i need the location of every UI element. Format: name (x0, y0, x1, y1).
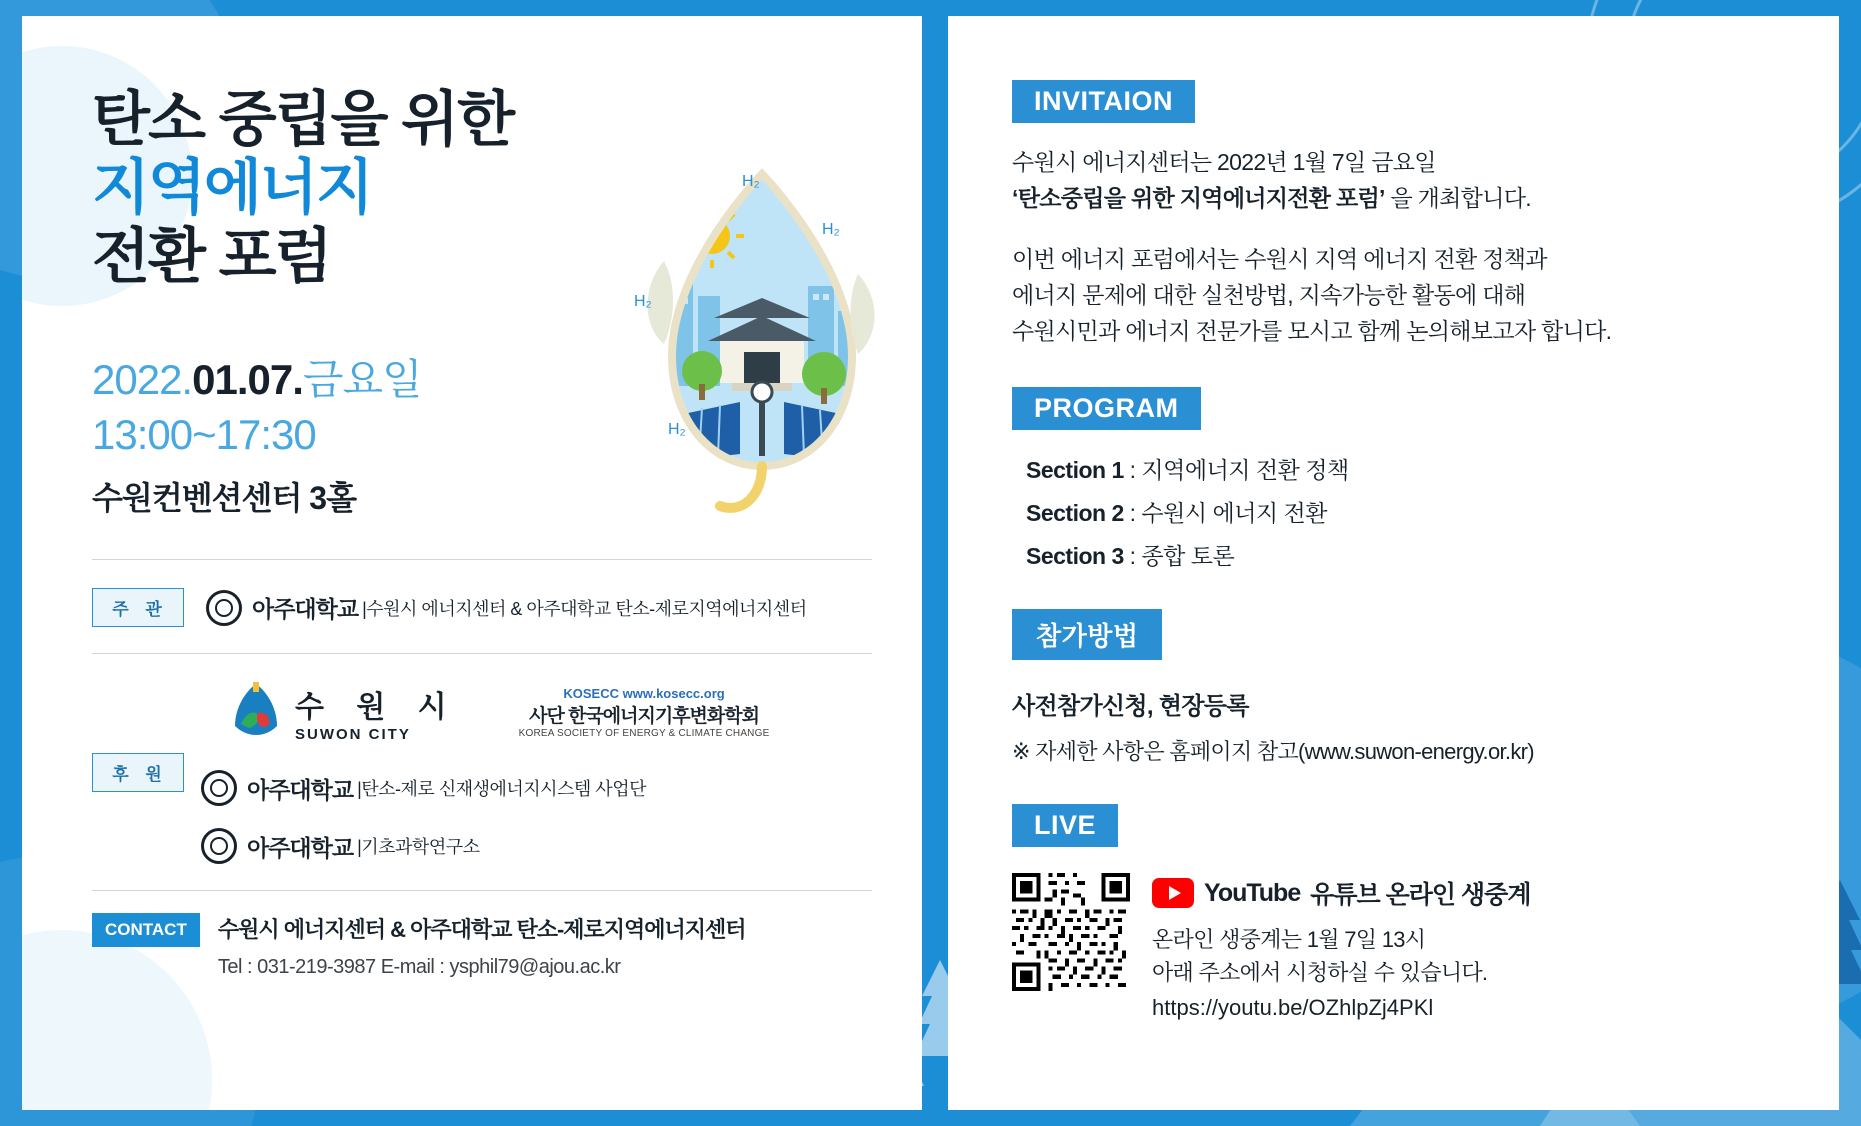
left-panel (22, 16, 922, 1110)
program-section (1012, 387, 1783, 571)
leaf-illustration (612, 166, 912, 526)
live-content (1012, 873, 1783, 1021)
event-time: 13:00~17:30 (92, 411, 316, 459)
invitation-p1-line1: 수원시 에너지센터는 2022년 1월 7일 금요일 (1012, 149, 1436, 175)
host-text: |수원시 에너지센터 & 아주대학교 탄소-제로지역에너지센터 (362, 598, 807, 619)
host-organization (206, 590, 807, 626)
h2-label-1: H₂ (742, 173, 760, 190)
invitation-paragraph-2 (1012, 242, 1783, 349)
suwon-city-text (295, 682, 459, 743)
join-section (1012, 609, 1783, 766)
date-prefix: 2022. (92, 356, 193, 404)
title-line-3: 전환 포럼 (92, 222, 331, 290)
suwon-city-kr: 수 원 시 (295, 690, 459, 724)
live-line-1: 온라인 생중계는 1월 7일 13시 (1152, 927, 1426, 953)
event-place: 수원컨벤션센터 3홀 (92, 480, 356, 517)
invitation-p2-line1: 이번 에너지 포럼에서는 수원시 지역 에너지 전환 정책과 (1012, 246, 1547, 273)
join-label: 참가방법 (1012, 609, 1162, 660)
join-methods: 사전참가신청, 현장등록 (1012, 693, 1249, 721)
sponsor-tag: 후 원 (92, 753, 184, 792)
program-item-name: Section 2 (1026, 500, 1124, 527)
live-description (1152, 923, 1530, 989)
divider-2 (92, 653, 872, 654)
program-item-name: Section 3 (1026, 543, 1124, 570)
h2-label-4: H₂ (668, 421, 686, 438)
sponsor-text: |탄소-제로 신재생에너지시스템 사업단 (357, 779, 646, 800)
youtube-word: YouTube (1204, 878, 1301, 907)
program-item (1026, 452, 1783, 485)
title-line-2: 지역에너지 (92, 154, 372, 222)
youtube-icon (1152, 878, 1194, 908)
program-list (1012, 452, 1783, 571)
invitation-paragraph-1 (1012, 145, 1783, 216)
sponsor-item-2 (201, 828, 862, 864)
host-logo-name: 아주대학교 (252, 596, 359, 623)
invitation-p1-rest: 을 개최합니다. (1384, 184, 1531, 211)
host-row (92, 588, 862, 627)
contact-main: 수원시 에너지센터 & 아주대학교 탄소-제로지역에너지센터 (217, 917, 746, 943)
kosecc-kr: 사단 한국에너지기후변화학회 (529, 705, 759, 727)
suwon-city-en: SUWON CITY (295, 725, 411, 743)
sponsor-logos-row (227, 680, 862, 744)
kosecc-badge: KOSECC www.kosecc.org (563, 685, 725, 701)
divider-1 (92, 559, 872, 560)
date-suffix: 금요일 (302, 356, 422, 404)
invitation-label: INVITAION (1012, 80, 1195, 123)
h2-label-2: H₂ (822, 221, 840, 238)
live-url[interactable]: https://youtu.be/OZhlpZj4PKl (1152, 995, 1434, 1021)
sponsor-logos-column (187, 680, 862, 864)
divider-3 (92, 890, 872, 891)
join-note: ※ 자세한 사항은 홈페이지 참고(www.suwon-energy.or.kr) (1012, 739, 1534, 765)
sponsor-item-1 (201, 770, 862, 806)
title-line-1: 탄소 중립을 위한 (92, 86, 514, 153)
contact-block (92, 913, 862, 979)
suwon-mark-icon (227, 680, 285, 744)
contact-sub[interactable]: Tel : 031-219-3987 E-mail : ysphil79@ajou.ac.kr (217, 956, 621, 979)
invitation-p1-bold: ‘탄소중립을 위한 지역에너지전환 포럼’ (1012, 184, 1385, 211)
ajou-seal-icon (201, 828, 237, 864)
kosecc-logo (519, 686, 770, 739)
suwon-city-logo (227, 680, 459, 744)
qr-code[interactable] (1012, 873, 1130, 991)
invitation-p2-line3: 수원시민과 에너지 전문가를 모시고 함께 논의해보고자 합니다. (1012, 317, 1612, 344)
program-item-name: Section 1 (1026, 457, 1124, 484)
invitation-p2-line2: 에너지 문제에 대한 실천방법, 지속가능한 활동에 대해 (1012, 281, 1526, 308)
ajou-seal-icon (201, 770, 237, 806)
ajou-seal-icon (206, 590, 242, 626)
sponsor-tag-column (92, 680, 187, 864)
sponsor-logo-name: 아주대학교 (247, 834, 354, 861)
live-label: LIVE (1012, 804, 1118, 847)
live-section (1012, 804, 1783, 1021)
youtube-row (1152, 875, 1530, 911)
h2-label-3: H₂ (634, 293, 652, 310)
program-item-desc: : 지역에너지 전환 정책 (1129, 457, 1349, 484)
contact-tag: CONTACT (92, 913, 200, 947)
date-strong: 01.07. (192, 356, 303, 404)
program-item-desc: : 종합 토론 (1129, 543, 1235, 570)
sponsor-logo-name: 아주대학교 (247, 776, 354, 803)
right-panel (948, 16, 1839, 1110)
program-label: PROGRAM (1012, 387, 1201, 430)
live-line-2: 아래 주소에서 시청하실 수 있습니다. (1152, 960, 1488, 986)
sponsor-block (92, 680, 862, 864)
youtube-kr: 유튜브 온라인 생중계 (1310, 881, 1531, 910)
live-text-block (1152, 873, 1530, 1021)
program-item (1026, 495, 1783, 528)
program-item-desc: : 수원시 에너지 전환 (1129, 500, 1327, 527)
sponsor-text: |기초과학연구소 (357, 837, 480, 858)
program-item (1026, 538, 1783, 571)
kosecc-en: KOREA SOCIETY OF ENERGY & CLIMATE CHANGE (518, 727, 770, 739)
host-tag: 주 관 (92, 588, 184, 627)
